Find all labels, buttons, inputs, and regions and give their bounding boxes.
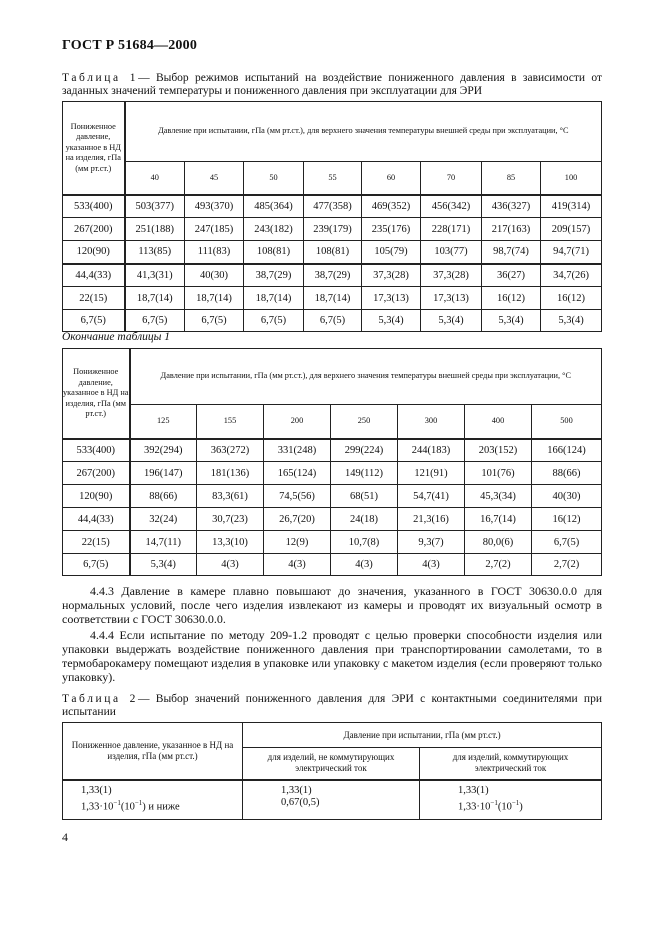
- table1-end-cell: 4(3): [197, 554, 264, 576]
- table1-caption-label: Таблица 1: [62, 72, 139, 84]
- table2: [62, 722, 602, 820]
- table1-end-cell: 120(90): [63, 485, 130, 508]
- table1-end-cell: 6,7(5): [532, 531, 602, 554]
- table1-end-temp-header: 200: [264, 405, 331, 439]
- table1-cell: 235(176): [362, 218, 421, 241]
- table2-cell-line: 0,67(0,5): [281, 796, 320, 808]
- table1-cell: 6,7(5): [185, 310, 244, 332]
- table1-end-group-header: Давление при испытании, гПа (мм рт.ст.), для верхнего значения температуры внешней среды при эксплуатации, °С: [130, 349, 602, 405]
- table1-cell: 108(81): [244, 241, 304, 264]
- paragraph-4-4-4: 4.4.4 Если испытание по методу 209-1.2 проводят с целью проверки способности изделия или упаковки выдержать воздействие пониженного давления при транспортировании самолетами, то в термобарокамеру помещают изделия в упаковке или упаковку с макетом изделия (если проверяют только упаковку).: [62, 628, 602, 684]
- table1-cell: 477(358): [304, 195, 362, 218]
- table1-end-cell: 203(152): [465, 439, 532, 462]
- table1-temp-header: 45: [185, 162, 244, 195]
- table1-end-cell: 4(3): [264, 554, 331, 576]
- table-row: [63, 195, 602, 218]
- table1-end-cell: 12(9): [264, 531, 331, 554]
- table2-cell-line: 1,33(1): [281, 784, 312, 796]
- table1-cell: 503(377): [125, 195, 185, 218]
- table1-cell: 40(30): [185, 264, 244, 287]
- table1-cell: 34,7(26): [541, 264, 602, 287]
- table1-cell: 436(327): [482, 195, 541, 218]
- table2-cell-part: 1,33·10: [458, 801, 491, 812]
- table1-end-cell: 165(124): [264, 462, 331, 485]
- table1-end-cell: 13,3(10): [197, 531, 264, 554]
- table1-end-temp-header: 400: [465, 405, 532, 439]
- table1-cell: 18,7(14): [185, 287, 244, 310]
- table1-end-cell: 88(66): [532, 462, 602, 485]
- table2-cell: [243, 780, 420, 820]
- table1-end-cell: 4(3): [398, 554, 465, 576]
- table-row: [63, 462, 602, 485]
- table-row: [63, 508, 602, 531]
- table1-temp-header: 70: [421, 162, 482, 195]
- table1-temp-header: 60: [362, 162, 421, 195]
- table-row: [63, 531, 602, 554]
- table1-cell: 22(15): [63, 287, 125, 310]
- table1-continuation-title: Окончание таблицы 1: [62, 331, 170, 343]
- table1-end-row-header: Пониженное давление, указанное в НД на изделия, гПа (мм рт.ст.): [63, 349, 130, 439]
- table1-temp-header: 100: [541, 162, 602, 195]
- table1-end-cell: 74,5(56): [264, 485, 331, 508]
- table1-cell: 485(364): [244, 195, 304, 218]
- table1-caption-text: — Выбор режимов испытаний на воздействие пониженного давления в зависимости от заданных значений температуры и пониженного давления при эксплуатации для ЭРИ: [62, 72, 602, 97]
- table1-cell: 113(85): [125, 241, 185, 264]
- table1-end-cell: 363(272): [197, 439, 264, 462]
- table1-cell: 108(81): [304, 241, 362, 264]
- table2-cell-line: [81, 797, 242, 814]
- table1-end-cell: 392(294): [130, 439, 197, 462]
- table1-end-temp-header: 155: [197, 405, 264, 439]
- table2-sub-header-2: для изделий, коммутирующих электрический ток: [420, 748, 602, 780]
- table2-group-header: Давление при испытании, гПа (мм рт.ст.): [243, 723, 602, 748]
- table1-row-header: Пониженное давление, указанное в НД на изделия, гПа (мм рт.ст.): [63, 102, 125, 195]
- table1-cell: 5,3(4): [541, 310, 602, 332]
- table1-end-cell: 40(30): [532, 485, 602, 508]
- table1-end-cell: 14,7(11): [130, 531, 197, 554]
- table1-end-cell: 149(112): [331, 462, 398, 485]
- table1-end-temp-header: 125: [130, 405, 197, 439]
- table1-end-cell: 244(183): [398, 439, 465, 462]
- table2-cell-part: ) и ниже: [142, 801, 180, 812]
- table1-end-cell: 30,7(23): [197, 508, 264, 531]
- table1-end-cell: 16(12): [532, 508, 602, 531]
- table1-cell: 6,7(5): [304, 310, 362, 332]
- table1-cell: 493(370): [185, 195, 244, 218]
- table1-cell: 44,4(33): [63, 264, 125, 287]
- table1-end-cell: 181(136): [197, 462, 264, 485]
- table1-cell: 6,7(5): [63, 310, 125, 332]
- table1-cell: 217(163): [482, 218, 541, 241]
- table1-cell: 533(400): [63, 195, 125, 218]
- table1-cell: 228(171): [421, 218, 482, 241]
- table2-cell-line: 1,33(1): [81, 784, 112, 796]
- table2-cell-sup: −1: [511, 798, 520, 807]
- table1-cell: 41,3(31): [125, 264, 185, 287]
- table2-cell: [420, 780, 602, 820]
- table1-end-cell: 6,7(5): [63, 554, 130, 576]
- table2-cell-part: 1,33·10: [81, 801, 114, 812]
- table1-end-cell: 5,3(4): [130, 554, 197, 576]
- table1-cell: 469(352): [362, 195, 421, 218]
- table-row: [63, 780, 602, 820]
- table1-end-cell: 2,7(2): [532, 554, 602, 576]
- table1-end-cell: 83,3(61): [197, 485, 264, 508]
- table1-end-cell: 196(147): [130, 462, 197, 485]
- table1-group-header: Давление при испытании, гПа (мм рт.ст.), для верхнего значения температуры внешней среды при эксплуатации, °С: [125, 102, 602, 162]
- table2-cell-part: ): [519, 801, 523, 812]
- table1-end-cell: 16,7(14): [465, 508, 532, 531]
- table1-end-cell: 299(224): [331, 439, 398, 462]
- table1-cell: 209(157): [541, 218, 602, 241]
- table2-cell-sup: −1: [134, 798, 143, 807]
- table1-cell: 36(27): [482, 264, 541, 287]
- table1: [62, 101, 602, 332]
- table1-caption: [62, 72, 602, 98]
- table1-cell: 267(200): [63, 218, 125, 241]
- table1-end-cell: 101(76): [465, 462, 532, 485]
- table1-temp-header: 85: [482, 162, 541, 195]
- table1-cell: 18,7(14): [244, 287, 304, 310]
- table1-cell: 37,3(28): [362, 264, 421, 287]
- table1-cell: 94,7(71): [541, 241, 602, 264]
- table1-cell: 456(342): [421, 195, 482, 218]
- table1-temp-header: 55: [304, 162, 362, 195]
- table-row: [63, 554, 602, 576]
- table-row: [63, 310, 602, 332]
- table1-end-cell: 88(66): [130, 485, 197, 508]
- table1-cell: 111(83): [185, 241, 244, 264]
- table1-cell: 17,3(13): [421, 287, 482, 310]
- table2-cell: [63, 780, 243, 820]
- table1-cell: 18,7(14): [125, 287, 185, 310]
- table2-cell-sup: −1: [113, 798, 121, 807]
- table1-end-cell: 32(24): [130, 508, 197, 531]
- table1-end-cell: 10,7(8): [331, 531, 398, 554]
- table1-cell: 5,3(4): [482, 310, 541, 332]
- table-row: [63, 439, 602, 462]
- table2-caption-text: — Выбор значений пониженного давления для ЭРИ с контактными соединителями при испытании: [62, 693, 602, 718]
- table1-end-temp-header: 250: [331, 405, 398, 439]
- table1-cell: 5,3(4): [362, 310, 421, 332]
- table1-cell: 105(79): [362, 241, 421, 264]
- table1-cell: 120(90): [63, 241, 125, 264]
- table1-temp-header: 50: [244, 162, 304, 195]
- table1-end-cell: 45,3(34): [465, 485, 532, 508]
- table-row: [63, 485, 602, 508]
- table1-cell: 239(179): [304, 218, 362, 241]
- table1-cell: 103(77): [421, 241, 482, 264]
- table1-end-cell: 121(91): [398, 462, 465, 485]
- table1-continuation: [62, 348, 602, 576]
- table1-cell: 6,7(5): [244, 310, 304, 332]
- document-header: ГОСТ Р 51684—2000: [62, 38, 198, 53]
- table2-col1-header: Пониженное давление, указанное в НД на изделия, гПа (мм рт.ст.): [63, 723, 243, 780]
- table1-cell: 16(12): [541, 287, 602, 310]
- table2-cell-line: 1,33(1): [458, 784, 489, 796]
- table2-caption-label: Таблица 2: [62, 693, 138, 705]
- table1-end-cell: 54,7(41): [398, 485, 465, 508]
- table1-end-cell: 44,4(33): [63, 508, 130, 531]
- table1-end-cell: 331(248): [264, 439, 331, 462]
- table1-end-cell: 26,7(20): [264, 508, 331, 531]
- table2-sub-header-1: для изделий, не коммутирующих электрический ток: [243, 748, 420, 780]
- table2-cell-part: (10: [120, 801, 135, 812]
- table1-end-cell: 24(18): [331, 508, 398, 531]
- table2-cell-part: (10: [497, 801, 512, 812]
- table1-cell: 38,7(29): [304, 264, 362, 287]
- table-row: [63, 264, 602, 287]
- table1-cell: 16(12): [482, 287, 541, 310]
- table1-end-cell: 533(400): [63, 439, 130, 462]
- table1-end-temp-header: 300: [398, 405, 465, 439]
- table1-end-cell: 22(15): [63, 531, 130, 554]
- page-number: 4: [62, 830, 68, 844]
- table1-cell: 37,3(28): [421, 264, 482, 287]
- table-row: [63, 241, 602, 264]
- table1-cell: 17,3(13): [362, 287, 421, 310]
- table1-cell: 251(188): [125, 218, 185, 241]
- table1-temp-header: 40: [125, 162, 185, 195]
- table1-end-cell: 68(51): [331, 485, 398, 508]
- table2-cell-line: [458, 797, 601, 814]
- table1-end-cell: 80,0(6): [465, 531, 532, 554]
- table1-cell: 38,7(29): [244, 264, 304, 287]
- table-row: [63, 287, 602, 310]
- table1-cell: 243(182): [244, 218, 304, 241]
- table1-end-cell: 2,7(2): [465, 554, 532, 576]
- table1-end-cell: 166(124): [532, 439, 602, 462]
- table1-cell: 419(314): [541, 195, 602, 218]
- table1-cell: 5,3(4): [421, 310, 482, 332]
- table1-cell: 98,7(74): [482, 241, 541, 264]
- table1-cell: 18,7(14): [304, 287, 362, 310]
- table2-caption: [62, 693, 602, 719]
- table1-cell: 6,7(5): [125, 310, 185, 332]
- table1-end-temp-header: 500: [532, 405, 602, 439]
- paragraph-4-4-3: 4.4.3 Давление в камере плавно повышают до значения, указанного в ГОСТ 30630.0.0 для нормальных условий, после чего изделия извлекают из камеры и проводят их визуальный осмотр в соответствии с ГОСТ 30630.0.0.: [62, 584, 602, 626]
- table1-end-cell: 4(3): [331, 554, 398, 576]
- table1-end-cell: 9,3(7): [398, 531, 465, 554]
- table1-end-cell: 21,3(16): [398, 508, 465, 531]
- table2-cell-sup: −1: [490, 798, 498, 807]
- table1-cell: 247(185): [185, 218, 244, 241]
- table-row: [63, 218, 602, 241]
- table1-end-cell: 267(200): [63, 462, 130, 485]
